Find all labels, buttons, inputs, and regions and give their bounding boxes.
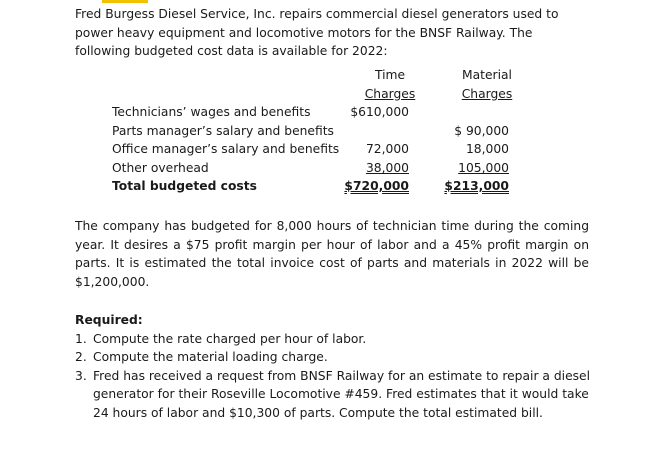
time-value: 38,000	[365, 161, 409, 175]
item-number: 1.	[75, 331, 87, 346]
list-item	[75, 367, 595, 423]
material-value: $ 90,000	[454, 124, 509, 138]
time-total-value: $720,000	[344, 179, 409, 193]
time-header-line2: Charges	[364, 86, 416, 101]
intro-text: Fred Burgess Diesel Service, Inc. repairs commercial diesel generators used to power heavy equipment and locomotive motors for the BNSF Railway. The following budgeted cost data is available for 2022:	[75, 7, 559, 58]
required-title: Required:	[75, 313, 143, 327]
highlight-accent	[102, 0, 148, 3]
required-list	[75, 330, 595, 423]
item-text: Compute the rate charged per hour of labor.	[93, 331, 367, 346]
row-label: Total budgeted costs	[112, 179, 257, 193]
item-text: Compute the material loading charge.	[93, 350, 328, 364]
budget-paragraph: The company has budgeted for 8,000 hours of technician time during the coming year. It desires a $75 profit margin per hour of labor and a 45% profit margin on parts. It is estimated the total invoice cost of parts and materials in 2022 will be $1,200,000.	[75, 219, 589, 289]
row-label: Technicians’ wages and benefits	[112, 105, 311, 119]
row-label: Office manager’s salary and benefits	[112, 142, 340, 156]
time-charges-header	[355, 66, 425, 103]
required-section	[75, 311, 595, 422]
material-header-line2: Charges	[461, 86, 513, 101]
material-header-line1: Material	[462, 68, 512, 82]
material-total-value: $213,000	[444, 179, 509, 193]
item-number: 3.	[75, 368, 87, 383]
material-value: 105,000	[458, 161, 509, 175]
time-value: 72,000	[365, 142, 409, 156]
list-item	[75, 348, 595, 367]
material-charges-header	[452, 66, 522, 103]
time-value: $610,000	[350, 105, 409, 119]
time-header-line1: Time	[374, 68, 406, 82]
row-label: Other overhead	[112, 161, 209, 175]
item-number: 2.	[75, 350, 87, 364]
row-label: Parts manager’s salary and benefits	[112, 124, 334, 138]
material-value: 18,000	[465, 142, 509, 156]
item-text: Fred has received a request from BNSF Railway for an estimate to repair a diesel generator for their Roseville Locomotive #459. Fred estimates that it would take 24 hours of labor and $10,300 of parts. Compute the total estimated bill.	[93, 368, 591, 420]
list-item	[75, 330, 595, 349]
